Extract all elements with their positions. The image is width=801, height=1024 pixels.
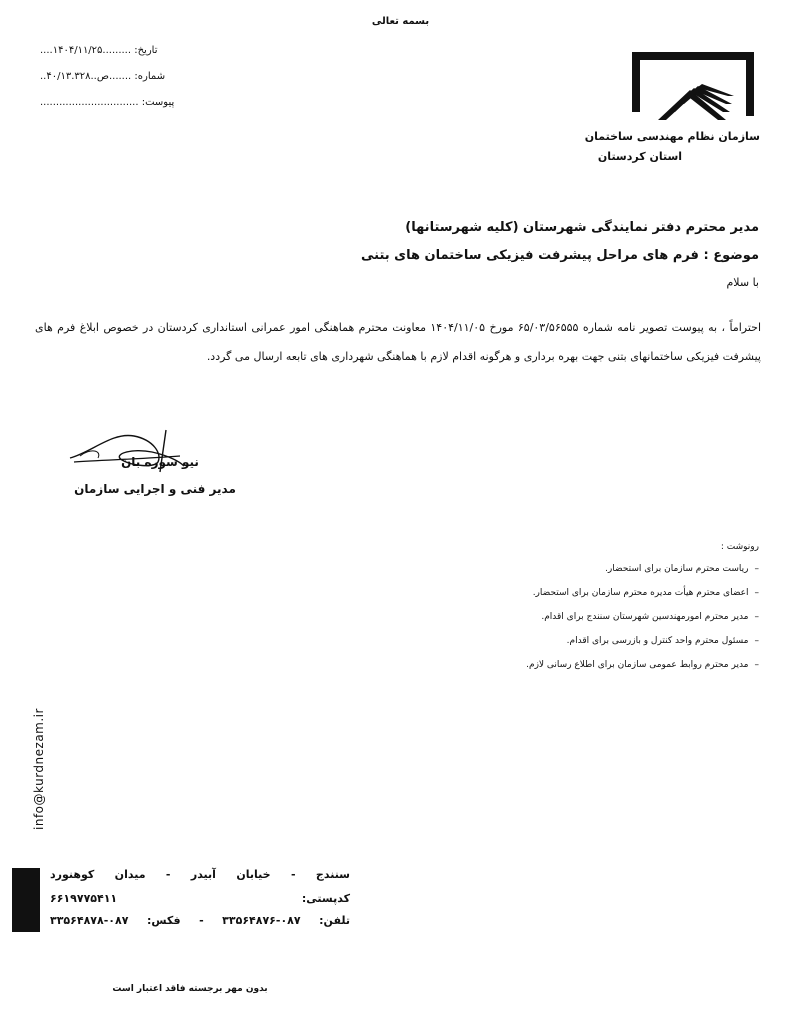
footer-postal-code: ۶۶۱۹۷۷۵۴۱۱ [50,892,118,905]
stamp-validity-note: بدون مهر برجسته فاقد اعتبار است [112,984,268,994]
signer-name: نیو سوره بان [121,455,199,469]
letter-number-value: ..۴۰/۱۳.۳۲۸..ص....... [40,71,132,82]
letter-body-text: احتراماً ، به پیوست تصویر نامه شماره ۶۵/۰۳/۵۶۵۵۵ مورخ ۱۴۰۴/۱۱/۰۵ معاونت محترم هماهنگی امور عمرانی استانداری کردستان در خصوص ابلاغ فرم های پیشرفت فیزیکی ساختمانهای بتنی جهت بهره برداری و هرگونه اقدام لازم با هماهنگی شهرداری های تابعه ارسال می گردد. [35,321,762,363]
organization-province: استان کردستان [597,150,683,163]
bismillah-heading: بسمه تعالی [371,16,430,27]
signer-title: مدیر فنی و اجرایی سازمان [74,482,236,496]
letter-date-value: ....۱۴۰۴/۱۱/۲۵......... [40,45,132,56]
letter-date-label: تاریخ: [134,45,158,56]
letter-number [40,71,175,82]
cc-item: –مدیر محترم روابط عمومی سازمان برای اطلاع رسانی لازم. [526,660,759,670]
letter-number-label: شماره: [134,71,166,82]
footer-postal-label: کدپستی: [301,892,350,905]
footer-address: سنندج - خیابان آبیدر - میدان کوهنورد [50,868,350,881]
organization-logo [628,46,760,130]
letter-attachment [40,97,175,108]
organization-name: سازمان نظام مهندسی ساختمان [584,130,760,143]
footer-phone: تلفن: ۰۸۷-۳۳۵۶۴۸۷۶ - فکس: ۰۸۷-۳۳۵۶۴۸۷۸ [50,914,350,927]
footer-email: info@kurdnezam.ir [32,708,46,830]
letter-date [40,45,175,56]
cc-item: –مدیر محترم امورمهندسین شهرستان سنندج برای اقدام. [541,612,759,622]
letter-recipient: مدیر محترم دفتر نمایندگی شهرستان (کلیه شهرستانها) [405,220,759,235]
letter-body [35,313,761,371]
letter-subject: موضوع : فرم های مراحل پیشرفت فیزیکی ساختمان های بتنی [361,248,759,263]
cc-item: –ریاست محترم سازمان برای استحضار. [605,564,759,574]
footer-black-bar [12,868,40,932]
cc-heading: رونوشت : [720,542,759,552]
letter-attachment-value: ............................... [40,97,139,108]
cc-list [399,562,759,682]
footer-postal [50,892,350,905]
cc-item: –مسئول محترم واحد کنترل و بازرسی برای اقدام. [566,636,759,646]
cc-item: –اعضای محترم هیأت مدیره محترم سازمان برای استحضار. [532,588,759,598]
letter-greeting: با سلام [726,276,759,289]
letter-attachment-label: پیوست: [141,97,175,108]
